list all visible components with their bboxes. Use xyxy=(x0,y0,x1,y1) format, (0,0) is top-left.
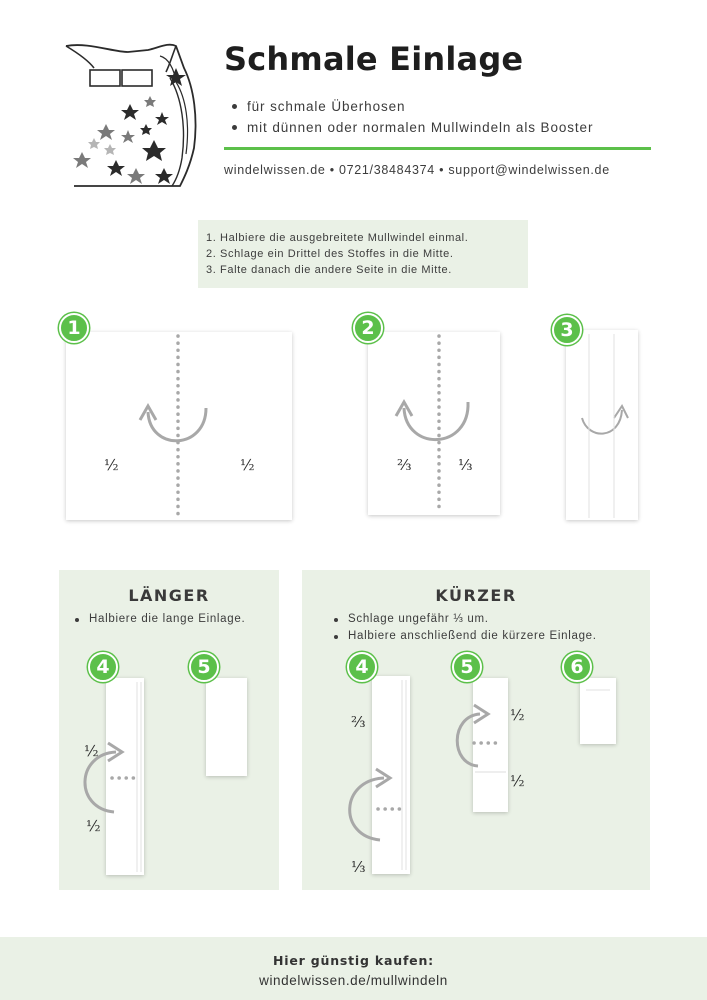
fraction-label: ½ xyxy=(86,817,101,835)
cloth-laenger-5 xyxy=(206,678,247,776)
cloth-kuerzer-4 xyxy=(372,676,410,874)
instruction-item: 3. Falte danach die andere Seite in die Mitte. xyxy=(206,264,452,276)
fraction-label: ⅔ xyxy=(397,456,412,474)
kuerzer-bullet: Halbiere anschließend die kürzere Einlage. xyxy=(334,628,597,645)
instruction-item: 2. Schlage ein Drittel des Stoffes in die Mitte. xyxy=(206,248,454,260)
page-title: Schmale Einlage xyxy=(224,40,524,78)
fraction-label: ½ xyxy=(84,742,99,760)
laenger-bullet: Halbiere die lange Einlage. xyxy=(75,611,245,628)
step-badge-kuerzer-6: 6 xyxy=(562,652,592,682)
shop-link[interactable]: windelwissen.de/mullwindeln xyxy=(259,973,448,988)
step-badge-2: 2 xyxy=(353,313,383,343)
step-badge-laenger-4: 4 xyxy=(88,652,118,682)
cloth-kuerzer-6 xyxy=(580,678,616,744)
cloth-step-2 xyxy=(368,332,500,515)
laenger-title: LÄNGER xyxy=(128,586,210,605)
step-badge-kuerzer-4: 4 xyxy=(347,652,377,682)
instructions-box xyxy=(198,220,528,288)
cloth-laenger-4 xyxy=(106,678,144,875)
contact-line: windelwissen.de • 0721/38484374 • support@windelwissen.de xyxy=(224,163,610,177)
kuerzer-title: KÜRZER xyxy=(435,586,517,605)
fraction-label: ½ xyxy=(510,706,525,724)
fraction-label: ⅔ xyxy=(351,713,366,731)
footer-banner xyxy=(0,937,707,1000)
kuerzer-bullet: Schlage ungefähr ⅓ um. xyxy=(334,611,597,628)
footer-title: Hier günstig kaufen: xyxy=(273,953,434,968)
cloth-kuerzer-5 xyxy=(473,678,508,812)
fraction-label: ½ xyxy=(240,456,255,474)
feature-list xyxy=(232,96,593,138)
step-badge-3: 3 xyxy=(552,315,582,345)
feature-item: für schmale Überhosen xyxy=(232,96,593,117)
instruction-item: 1. Halbiere die ausgebreitete Mullwindel einmal. xyxy=(206,232,469,244)
feature-item: mit dünnen oder normalen Mullwindeln als Booster xyxy=(232,117,593,138)
laenger-bullet-list xyxy=(75,611,245,628)
cloth-step-1 xyxy=(66,332,292,520)
step-badge-laenger-5: 5 xyxy=(189,652,219,682)
kuerzer-bullet-list xyxy=(334,611,597,645)
fraction-label: ½ xyxy=(510,772,525,790)
fraction-label: ⅓ xyxy=(458,456,473,474)
diaper-stars-logo xyxy=(58,38,208,193)
step-badge-kuerzer-5: 5 xyxy=(452,652,482,682)
step-badge-1: 1 xyxy=(59,313,89,343)
fraction-label: ⅓ xyxy=(351,858,366,876)
fraction-label: ½ xyxy=(104,456,119,474)
cloth-step-3 xyxy=(566,330,638,520)
accent-divider xyxy=(224,147,651,150)
